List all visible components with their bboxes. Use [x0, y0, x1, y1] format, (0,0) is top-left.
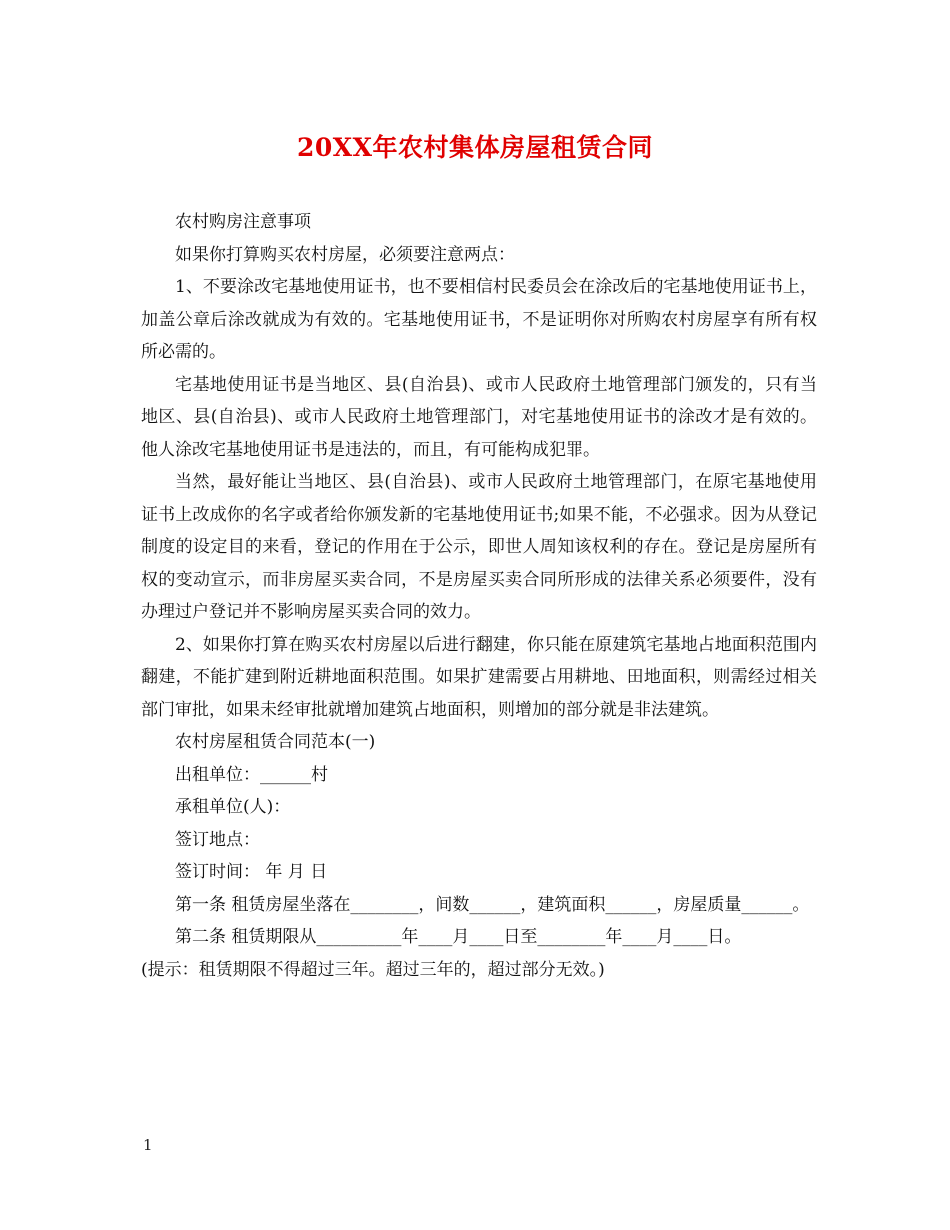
- document-body: [141, 206, 817, 986]
- paragraph-purchase-notes-heading: 农村购房注意事项: [175, 212, 311, 232]
- document-title: 20XX年农村集体房屋租赁合同: [296, 133, 654, 162]
- paragraph-lessee: 承租单位(人)：: [175, 797, 291, 817]
- paragraph-registration: 当然，最好能让当地区、县(自治县)、或市人民政府土地管理部门，在原宅基地使用证书上改成你的名字或者给你颁发新的宅基地使用证书;如果不能，不必强求。因为从登记制度的设定目的来看，登记的作用在于公示，即世人周知该权利的存在。登记是房屋所有权的变动宣示，而非房屋买卖合同，不是房屋买卖合同所形成的法律关系必须要件，没有办理过户登记并不影响房屋买卖合同的效力。: [141, 472, 817, 622]
- paragraph-point-1: 1、不要涂改宅基地使用证书，也不要相信村民委员会在涂改后的宅基地使用证书上，加盖公章后涂改就成为有效的。宅基地使用证书，不是证明你对所购农村房屋享有所有权所必需的。: [141, 277, 817, 362]
- paragraph-point-2: 2、如果你打算在购买农村房屋以后进行翻建，你只能在原建筑宅基地占地面积范围内翻建，不能扩建到附近耕地面积范围。如果扩建需要占用耕地、田地面积，则需经过相关部门审批，如果未经审批就增加建筑占地面积，则增加的部分就是非法建筑。: [141, 634, 817, 720]
- page-number: 1: [143, 1136, 153, 1154]
- paragraph-article-2: 第二条 租赁期限从__________年____月____日至________年____月____日。: [175, 927, 742, 947]
- paragraph-lease-note: (提示：租赁期限不得超过三年。超过三年的，超过部分无效。): [141, 959, 605, 980]
- paragraph-article-1: 第一条 租赁房屋坐落在________，间数______，建筑面积______，房屋质量______。: [175, 894, 810, 915]
- paragraph-lessor: 出租单位：______村: [175, 764, 328, 785]
- paragraph-signing-place: 签订地点：: [175, 829, 260, 850]
- paragraph-purchase-intro: 如果你打算购买农村房屋，必须要注意两点：: [175, 244, 515, 265]
- paragraph-certificate-authority: 宅基地使用证书是当地区、县(自治县)、或市人民政府土地管理部门颁发的，只有当地区、县(自治县)、或市人民政府土地管理部门，对宅基地使用证书的涂改才是有效的。他人涂改宅基地使用证书是违法的，而且，有可能构成犯罪。: [141, 374, 817, 460]
- paragraph-contract-sample-heading: 农村房屋租赁合同范本(一): [175, 732, 376, 752]
- paragraph-signing-date: 签订时间： 年 月 日: [175, 862, 328, 882]
